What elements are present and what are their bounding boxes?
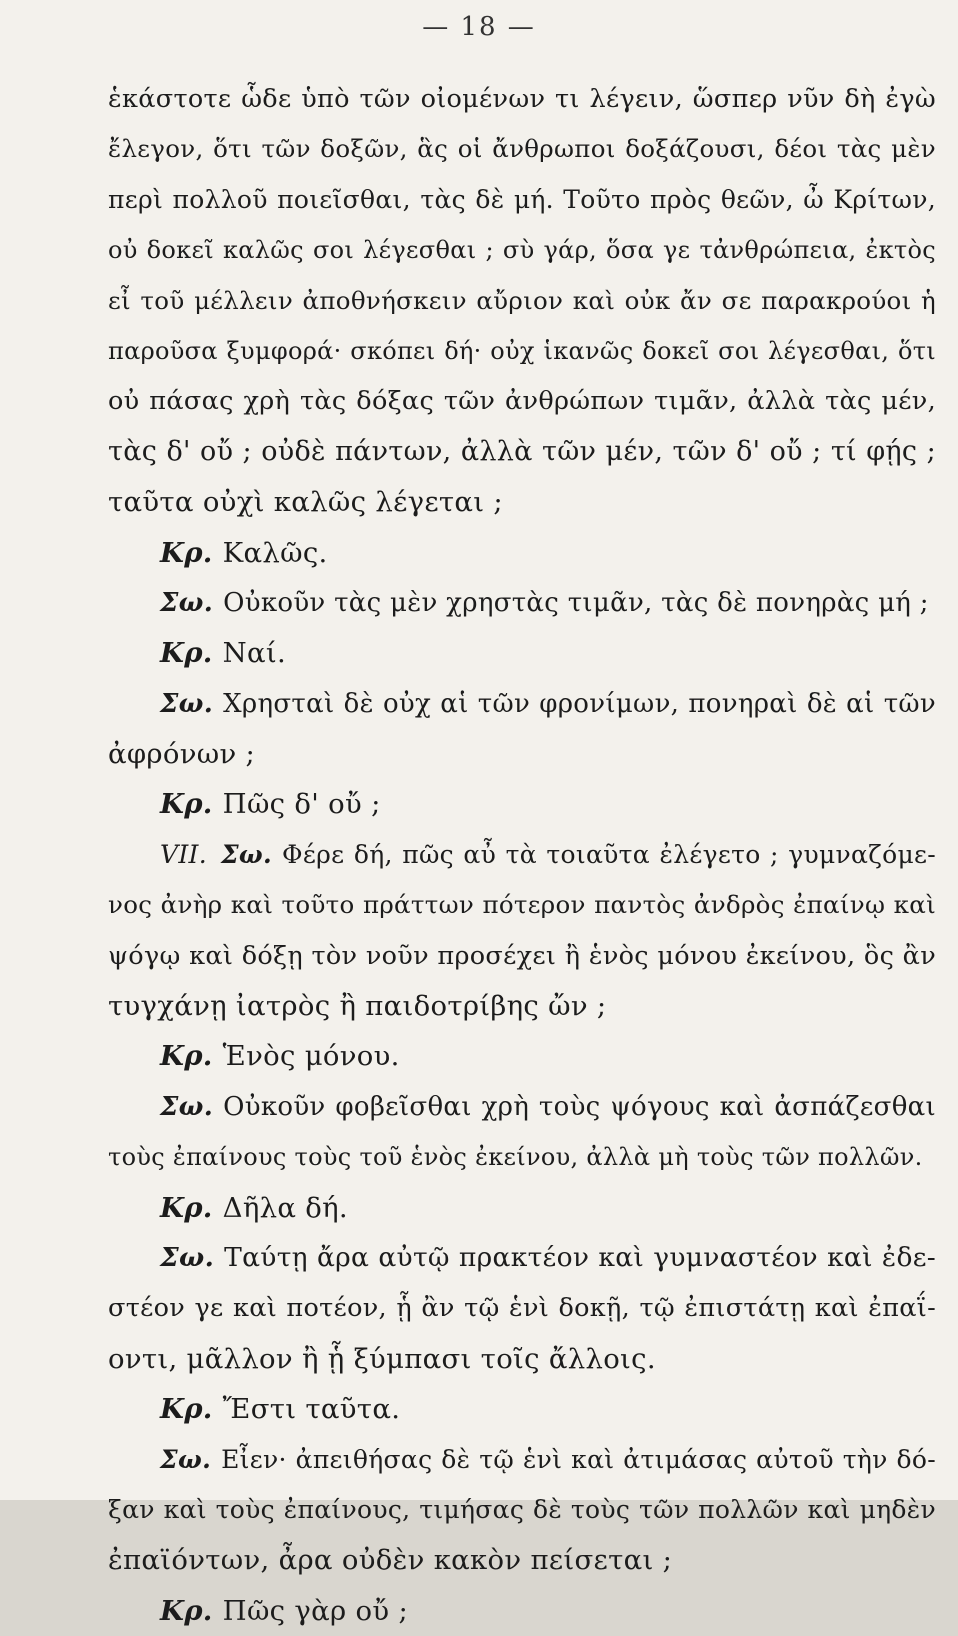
line-text: στέον γε καὶ ποτέον, ᾗ ἂν τῷ ἑνὶ δοκῇ, τῷ ἐπιστάτῃ καὶ ἐπαΐ- [108,1293,936,1324]
line-text: ψόγῳ καὶ δόξῃ τὸν νοῦν προσέχει ἢ ἑνὸς μόνου ἐκείνου, ὃς ἂν [108,940,936,971]
text-line [108,124,936,174]
text-line [108,1283,936,1333]
section-number: VII. [160,839,207,869]
line-text: οὐ πάσας χρὴ τὰς δόξας τῶν ἀνθρώπων τιμᾶν, ἀλλὰ τὰς μέν, [108,386,936,417]
text-line [108,477,936,527]
text-line [108,1435,936,1485]
speaker-label: Κρ. [160,1191,213,1224]
speaker-label: Κρ. [160,1040,213,1073]
speaker-label: Κρ. [160,536,213,569]
line-text: τυγχάνῃ ἰατρὸς ἢ παιδοτρίβης ὤν ; [108,990,607,1023]
text-line [108,1586,936,1636]
line-text: Οὐκοῦν τὰς μὲν χρηστὰς τιμᾶν, τὰς δὲ πονηρὰς μή ; [223,587,929,618]
text-line [108,175,936,225]
line-text: ξαν καὶ τοὺς ἐπαίνους, τιμήσας δὲ τοὺς τῶν πολλῶν καὶ μηδὲν [108,1494,936,1524]
text-line [108,1384,936,1434]
speaker-label: Σω. [160,1091,214,1122]
text-line [108,981,936,1031]
text-line [108,326,936,376]
speaker-label: Σω. [160,1241,215,1273]
text-line [108,225,936,275]
line-text: ἀφρόνων ; [108,738,256,771]
line-text: τὰς δ' οὔ ; οὐδὲ πάντων, ἀλλὰ τῶν μέν, τῶν δ' οὔ ; τί φῄς ; [108,435,936,467]
speaker-label: Κρ. [160,637,213,670]
line-text: Πῶς δ' οὔ ; [222,788,381,821]
text-line [108,1031,936,1081]
text-line [108,528,936,578]
speaker-label: Κρ. [160,1393,213,1426]
line-text: οντι, μᾶλλον ἢ ᾗ ξύμπασι τοῖς ἄλλοις. [108,1342,656,1375]
line-text: περὶ πολλοῦ ποιεῖσθαι, τὰς δὲ μή. Τοῦτο πρὸς θεῶν, ὦ Κρίτων, [108,184,936,214]
text-line [108,628,936,678]
text-line [108,276,936,326]
line-text: Καλῶς. [222,536,328,569]
speaker-label: Σω. [220,839,273,869]
text-line [108,1132,936,1182]
text-line [108,1233,936,1283]
line-text: Πῶς γὰρ οὔ ; [222,1594,409,1627]
line-text: Φέρε δή, πῶς αὖ τὰ τοιαῦτα ἐλέγετο ; γυμναζόμε- [282,839,936,869]
text-line [108,74,936,124]
speaker-label: Κρ. [160,1594,213,1627]
text-line [108,1183,936,1233]
line-text: εἶ τοῦ μέλλειν ἀποθνήσκειν αὔριον καὶ οὐκ ἄν σε παρακρούοι ἡ [108,285,936,315]
line-text: νος ἀνὴρ καὶ τοῦτο πράττων πότερον παντὸς ἀνδρὸς ἐπαίνῳ καὶ [108,890,936,920]
line-text: Δῆλα δή. [222,1191,348,1224]
text-line [108,1535,936,1585]
line-text: ἔλεγον, ὅτι τῶν δοξῶν, ἃς οἱ ἄνθρωποι δοξάζουσι, δέοι τὰς μὲν [108,134,936,164]
line-text: Ταύτῃ ἄρα αὐτῷ πρακτέον καὶ γυμναστέον καὶ ἐδε- [224,1241,936,1273]
line-text: οὐ δοκεῖ καλῶς σοι λέγεσθαι ; σὺ γάρ, ὅσα γε τἀνθρώπεια, ἐκτὸς [108,236,936,265]
text-line [108,830,936,880]
page-number: — 18 — [422,12,536,42]
line-text: Οὐκοῦν φοβεῖσθαι χρὴ τοὺς ψόγους καὶ ἀσπάζεσθαι [223,1091,936,1122]
text-line [108,1334,936,1384]
text-line [108,729,936,779]
line-text: Ἔστι ταῦτα. [222,1393,401,1426]
line-text: ἐπαϊόντων, ἆρα οὐδὲν κακὸν πείσεται ; [108,1544,673,1577]
line-text: ταῦτα οὐχὶ καλῶς λέγεται ; [108,486,503,519]
line-text: παροῦσα ξυμφορά· σκόπει δή· οὐχ ἱκανῶς δοκεῖ σοι λέγεσθαι, ὅτι [108,336,936,365]
line-text: Ἑνὸς μόνου. [222,1040,400,1073]
text-line [108,779,936,829]
speaker-label: Σω. [160,1444,212,1474]
text-line [108,427,936,477]
text-line [108,1082,936,1132]
text-line [108,376,936,426]
text-line [108,880,936,930]
line-text: τοὺς ἐπαίνους τοὺς τοῦ ἑνὸς ἐκείνου, ἀλλὰ μὴ τοὺς τῶν πολλῶν. [108,1143,923,1172]
line-text: Εἶεν· ἀπειθήσας δὲ τῷ ἑνὶ καὶ ἀτιμάσας αὐτοῦ τὴν δό- [221,1444,936,1474]
speaker-label: Σω. [160,688,214,719]
dialogue-text [108,74,936,1636]
speaker-label: Κρ. [160,788,213,821]
text-line [108,931,936,981]
line-text: Χρησταὶ δὲ οὐχ αἱ τῶν φρονίμων, πονηραὶ δὲ αἱ τῶν [223,688,936,719]
line-text: ἑκάστοτε ὧδε ὑπὸ τῶν οἰομένων τι λέγειν, ὥσπερ νῦν δὴ ἐγὼ [108,84,936,114]
text-line [108,578,936,628]
speaker-label: Σω. [160,587,214,618]
line-text: Ναί. [222,637,287,670]
text-line [108,1485,936,1535]
text-line [108,679,936,729]
